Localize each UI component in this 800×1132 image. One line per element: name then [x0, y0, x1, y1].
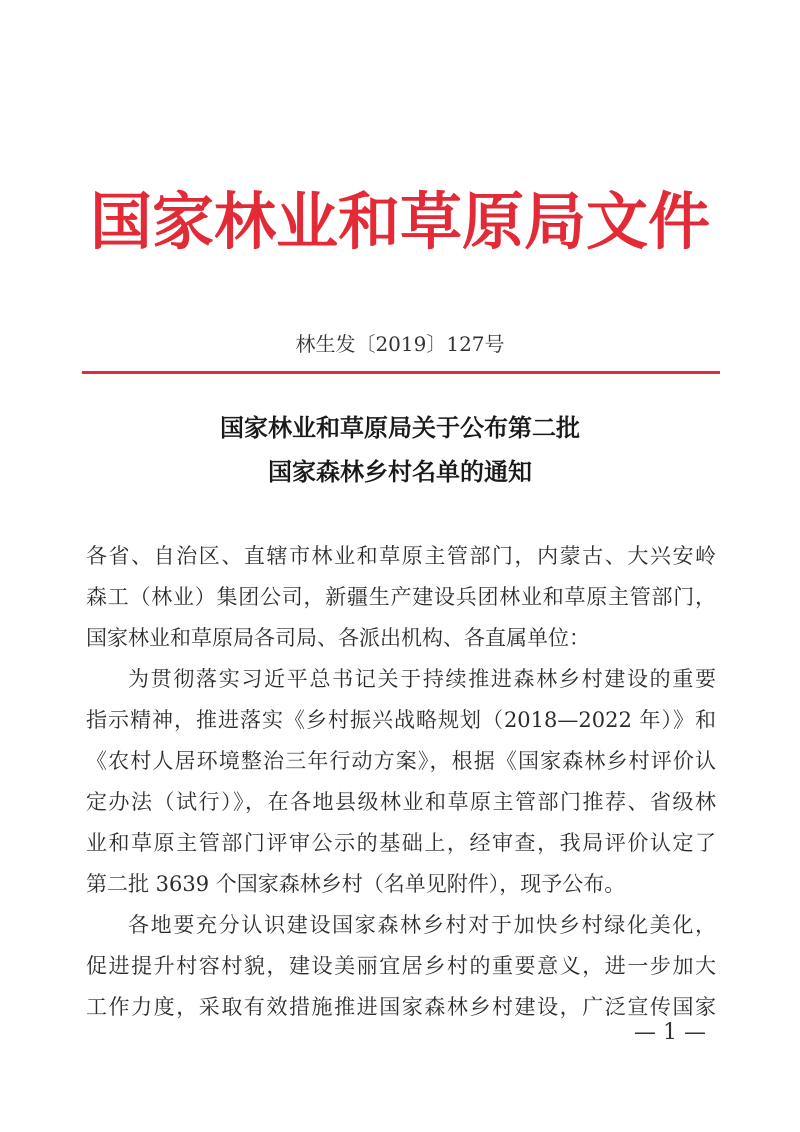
header-red-rule — [82, 371, 720, 374]
notice-title-line-1: 国家林业和草原局关于公布第二批 — [220, 413, 580, 442]
addressee-line: 国家林业和草原局各司局、各派出机构、各直属单位： — [86, 626, 590, 650]
document-number: 林生发〔2019〕127号 — [295, 332, 505, 356]
agency-header-title: 国家林业和草原局文件 — [90, 185, 711, 258]
page-number: — 1 — — [634, 1020, 706, 1045]
addressee-line: 各省、自治区、直辖市林业和草原主管部门，内蒙古、大兴安岭 — [86, 544, 716, 568]
notice-title-line-2: 国家森林乡村名单的通知 — [268, 457, 532, 486]
paragraph-line: 第二批 3639 个国家森林乡村（名单见附件），现予公布。 — [86, 872, 626, 896]
paragraph-line: 促进提升村容村貌，建设美丽宜居乡村的重要意义，进一步加大 — [86, 954, 716, 978]
paragraph-line: 工作力度，采取有效措施推进国家森林乡村建设，广泛宣传国家 — [86, 995, 716, 1019]
paragraph-line: 业和草原主管部门评审公示的基础上，经审查，我局评价认定了 — [86, 831, 716, 855]
paragraph-line: 各地要充分认识建设国家森林乡村对于加快乡村绿化美化， — [128, 913, 716, 937]
paragraph-line: 为贯彻落实习近平总书记关于持续推进森林乡村建设的重要 — [128, 667, 716, 691]
paragraph-line: 定办法（试行）》，在各地县级林业和草原主管部门推荐、省级林 — [86, 790, 716, 814]
paragraph-line: 指示精神，推进落实《乡村振兴战略规划（2018—2022 年）》和 — [86, 708, 716, 732]
paragraph-line: 《农村人居环境整治三年行动方案》，根据《国家森林乡村评价认 — [86, 749, 716, 773]
addressee-line: 森工（林业）集团公司，新疆生产建设兵团林业和草原主管部门， — [86, 585, 716, 609]
